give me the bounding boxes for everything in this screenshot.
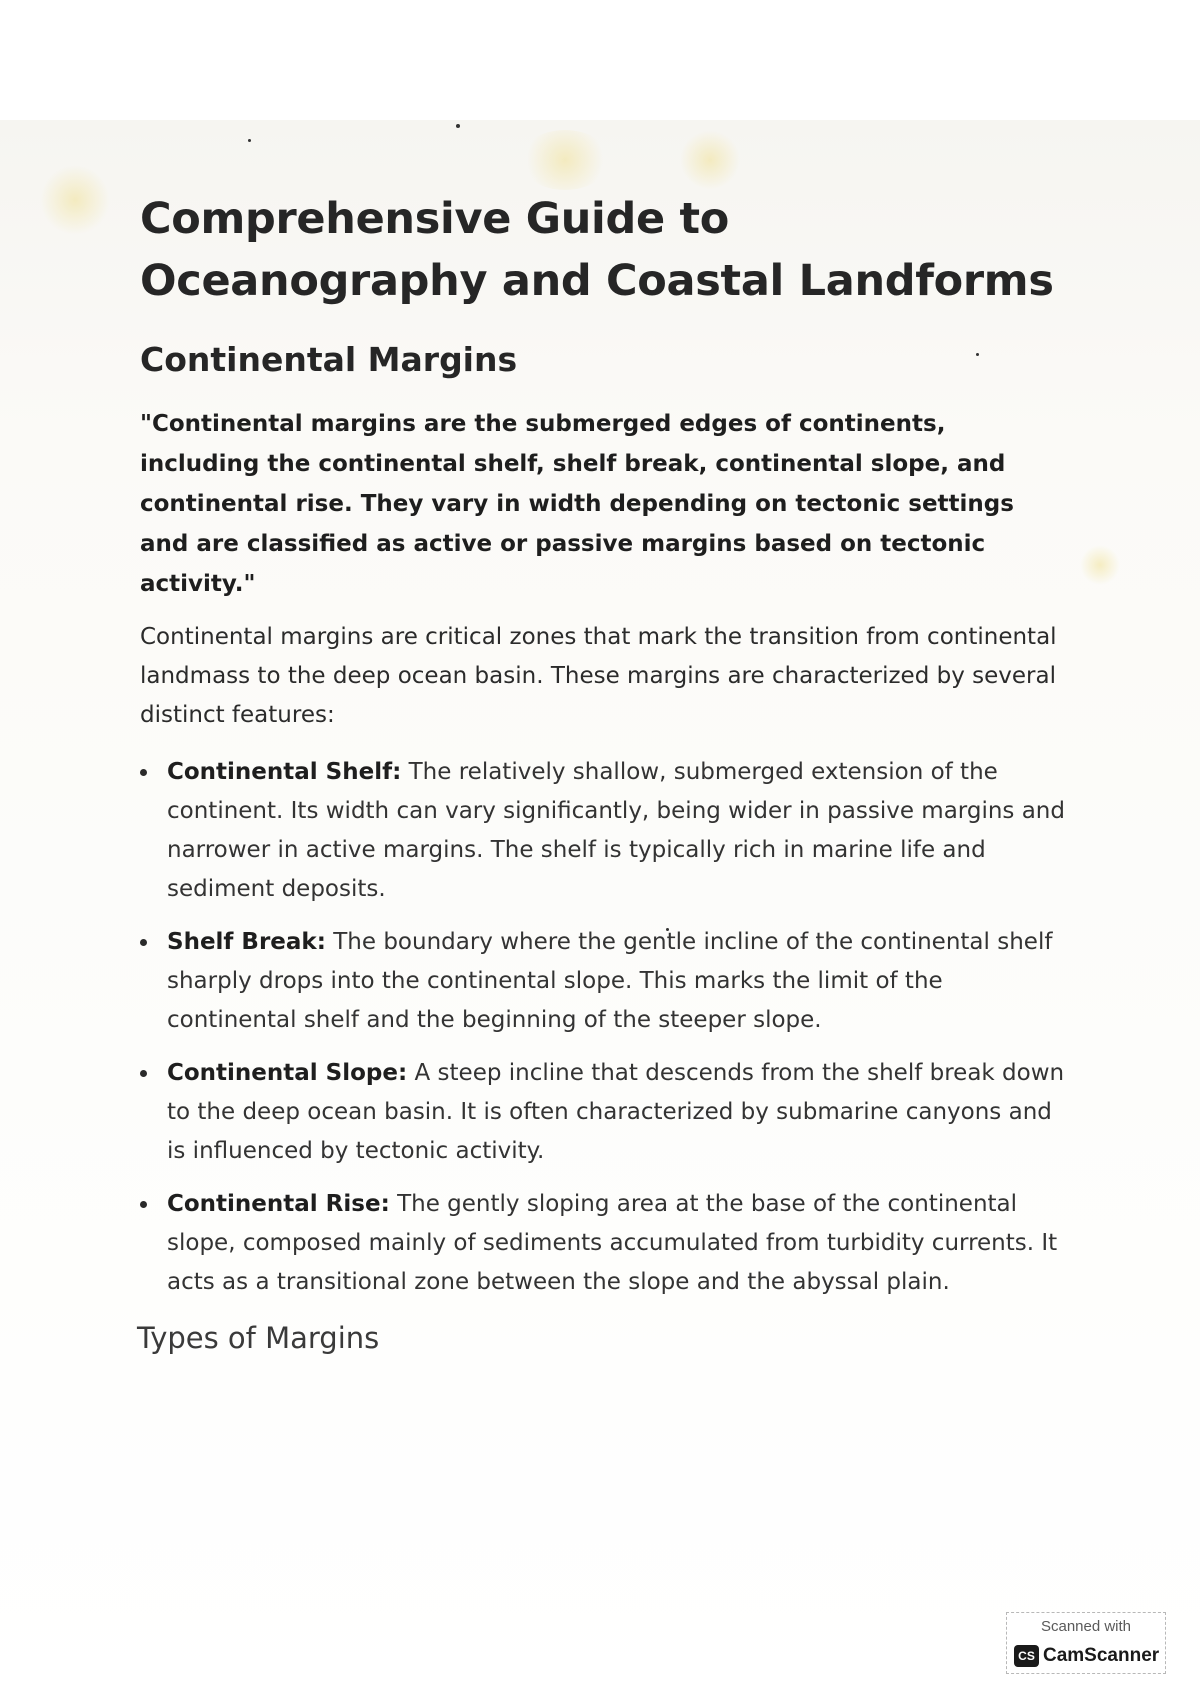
list-item [140, 1054, 1070, 1171]
document-body [137, 188, 1070, 1358]
feature-term: Continental Rise: [167, 1191, 390, 1217]
scan-speck [456, 124, 460, 128]
paper-glare [40, 165, 110, 235]
bullet-icon [140, 1201, 147, 1208]
document-title [140, 188, 1070, 312]
camscanner-watermark [1006, 1612, 1166, 1674]
bullet-icon [140, 939, 147, 946]
list-item [140, 1185, 1070, 1302]
types-of-margins-heading: Types of Margins [137, 1321, 380, 1355]
title-line-2: Oceanography and Coastal Landforms [140, 256, 1054, 306]
intro-paragraph: Continental margins are critical zones that mark the transition from continental landmass to the deep ocean basin. These margins are characterized by several distinct features: [140, 624, 1057, 728]
list-item [140, 753, 1070, 909]
feature-term: Shelf Break: [167, 929, 326, 955]
paper-glare [520, 130, 610, 190]
feature-description: The gently sloping area at the base of the continental slope, composed mainly of sediments accumulated from turbidity currents. It acts as a transitional zone between the slope and the abyssal plain. [167, 1191, 1058, 1295]
scan-speck [248, 139, 251, 142]
feature-list [140, 753, 1070, 1302]
definition-quote: "Continental margins are the submerged edges of continents, including the continental shelf, shelf break, continental slope, and continental rise. They vary in width depending on tectonic settings and are classified as active or passive margins based on tectonic activity." [140, 411, 1014, 597]
paper-glare [680, 130, 740, 190]
feature-description: The relatively shallow, submerged extension of the continent. Its width can vary significantly, being wider in passive margins and narrower in active margins. The shelf is typically rich in marine life and sediment deposits. [167, 759, 1065, 902]
camscanner-logo-icon: CS [1014, 1645, 1039, 1667]
feature-description: A steep incline that descends from the shelf break down to the deep ocean basin. It is often characterized by submarine canyons and is influenced by tectonic activity. [167, 1060, 1065, 1164]
stamp-brand-row [1014, 1643, 1159, 1669]
bullet-icon [140, 769, 147, 776]
title-line-1: Comprehensive Guide to [140, 194, 729, 244]
paper-glare [1080, 545, 1120, 585]
stamp-caption: Scanned with [1040, 1618, 1132, 1635]
list-item [140, 923, 1070, 1040]
stamp-brand-name: CamScanner [1043, 1645, 1160, 1666]
feature-description: The boundary where the gentle incline of the continental shelf sharply drops into the continental slope. This marks the limit of the continental shelf and the beginning of the steeper slope. [167, 929, 1053, 1033]
section-heading: Continental Margins [140, 340, 518, 379]
bullet-icon [140, 1070, 147, 1077]
feature-term: Continental Slope: [167, 1060, 408, 1086]
feature-term: Continental Shelf: [167, 759, 402, 785]
